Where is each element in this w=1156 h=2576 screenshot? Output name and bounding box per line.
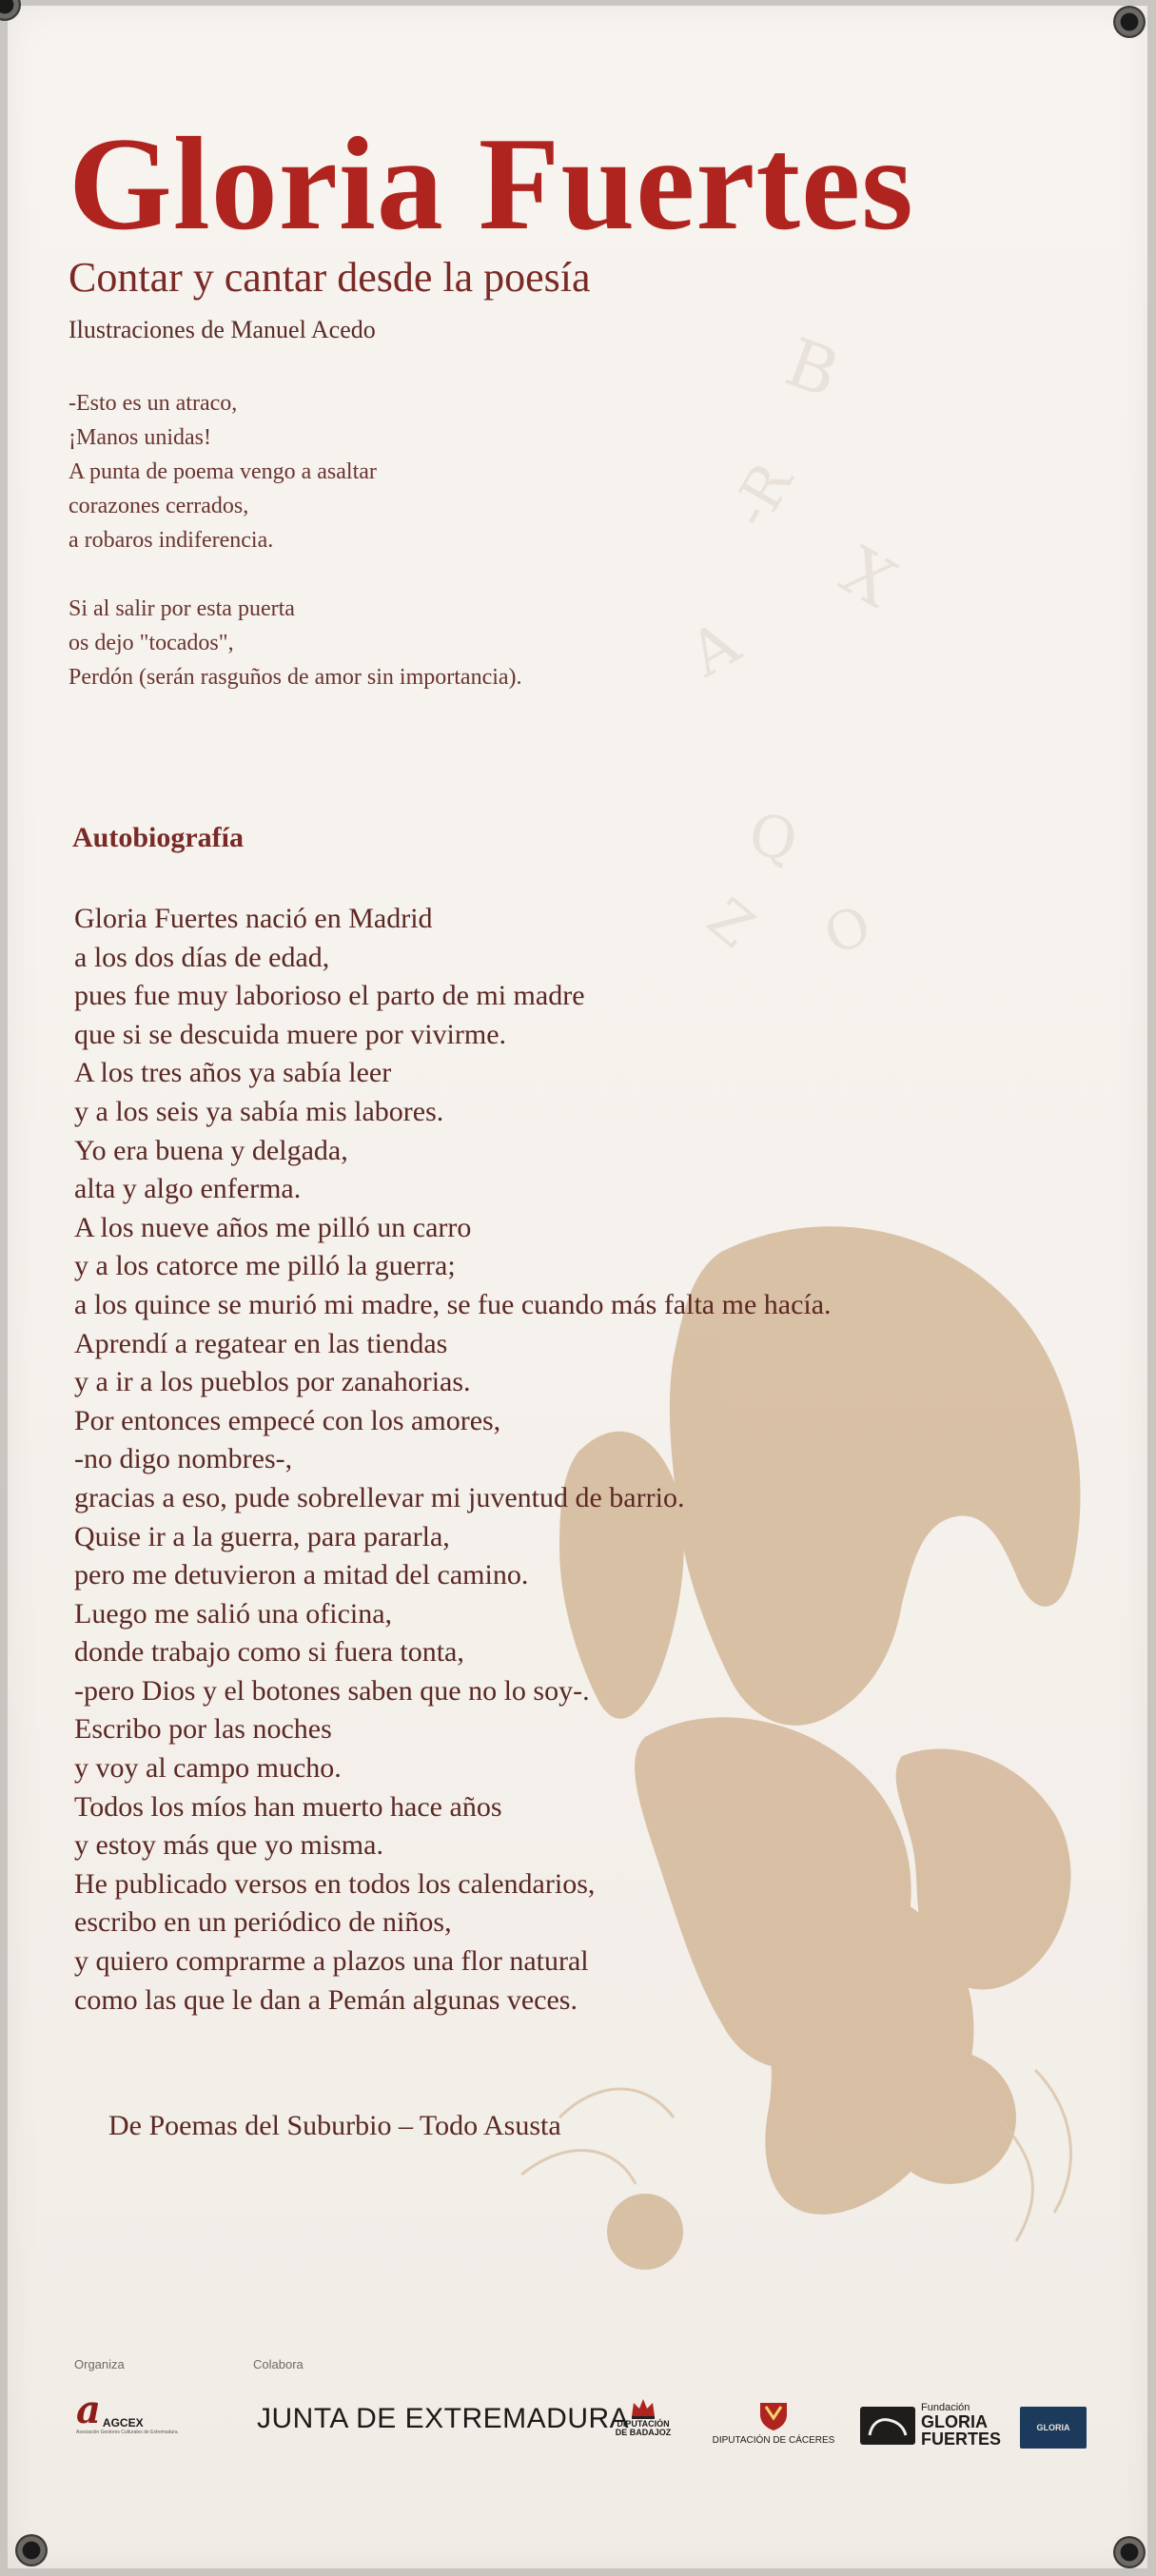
fundacion-gloria-fuertes-logo	[860, 2403, 1001, 2448]
decorative-letters: O	[816, 894, 879, 967]
poem-line: ¡Manos unidas!	[69, 425, 211, 450]
poem-line: Si al salir por esta puerta	[69, 596, 295, 621]
poem-line: A punta de poema vengo a asaltar	[69, 459, 377, 484]
fundacion-name-line2: FUERTES	[921, 2430, 1002, 2449]
decorative-letters: A	[677, 608, 752, 692]
poem-line: pero me detuvieron a mitad del camino.	[74, 1559, 529, 1591]
banner	[8, 6, 1147, 2568]
portrait-icon	[860, 2407, 915, 2445]
poem-line: a los dos días de edad,	[74, 941, 330, 973]
poem-line: como las que le dan a Pemán algunas veces.	[74, 1983, 578, 2016]
fundacion-emblem	[860, 2407, 915, 2445]
page-title: Gloria Fuertes	[69, 110, 914, 258]
poem-line: a robaros indiferencia.	[69, 528, 274, 553]
poem-line: que si se descuida muere por vivirme.	[74, 1018, 507, 1050]
grommet-icon	[1113, 6, 1146, 38]
section-heading: Autobiografía	[72, 822, 244, 853]
poem-line: Luego me salió una oficina,	[74, 1597, 393, 1630]
diputacion-badajoz-logo	[605, 2395, 681, 2437]
poem-line: -Esto es un atraco,	[69, 391, 238, 416]
poem-line: alta y algo enferma.	[74, 1173, 302, 1205]
organiza-label: Organiza	[74, 2357, 125, 2371]
agcex-logo	[76, 2388, 238, 2449]
crown-icon	[629, 2395, 657, 2420]
autobiography-poem	[74, 900, 832, 2020]
decorative-letters: X	[828, 532, 910, 623]
intro-poem	[69, 386, 522, 729]
poem-line: escribo en un periódico de niños,	[74, 1906, 452, 1939]
poem-line: Perdón (serán rasguños de amor sin importancia).	[69, 665, 522, 690]
poem-line: y voy al campo mucho.	[74, 1752, 342, 1785]
poem-line: -no digo nombres-,	[74, 1443, 293, 1475]
poem-line: -pero Dios y el botones saben que no lo soy-.	[74, 1674, 590, 1707]
poem-line: Escribo por las noches	[74, 1713, 332, 1746]
page-subtitle: Contar y cantar desde la poesía	[69, 254, 591, 301]
poem-line: pues fue muy laborioso el parto de mi madre	[74, 980, 585, 1012]
badajoz-logo-text: DIPUTACIÓN DE BADAJOZ	[615, 2419, 672, 2437]
poem-line: y quiero comprarme a plazos una flor natural	[74, 1945, 589, 1978]
poem-line: Todos los míos han muerto hace años	[74, 1790, 502, 1823]
poem-line: y a los seis ya sabía mis labores.	[74, 1095, 444, 1127]
poem-line: Por entonces empecé con los amores,	[74, 1404, 501, 1436]
poem-line: Aprendí a regatear en las tiendas	[74, 1327, 448, 1359]
poem-source: De Poemas del Suburbio – Todo Asusta	[108, 2110, 561, 2141]
decorative-letters: Q	[744, 801, 802, 875]
agcex-logo-subtext: Asociación Gestores Culturales de Extremadura	[76, 2430, 178, 2435]
caceres-logo-text: DIPUTACIÓN DE CÁCERES	[712, 2435, 835, 2446]
poem-line: A los nueve años me pilló un carro	[74, 1211, 472, 1243]
poem-line: os dejo "tocados",	[69, 631, 234, 655]
illustration-credit: Ilustraciones de Manuel Acedo	[69, 316, 376, 343]
poem-line: donde trabajo como si fuera tonta,	[74, 1636, 464, 1669]
poem-line: y a los catorce me pilló la guerra;	[74, 1250, 456, 1282]
shield-icon	[756, 2401, 791, 2431]
poem-line: He publicado versos en todos los calendarios,	[74, 1867, 596, 1900]
poem-line: corazones cerrados,	[69, 494, 249, 518]
grommet-icon	[15, 2534, 48, 2566]
decorative-letters: Z	[695, 885, 767, 961]
poem-line: gracias a eso, pude sobrellevar mi juventud de barrio.	[74, 1481, 685, 1513]
agcex-mark: a	[76, 2388, 101, 2432]
poem-line: a los quince se murió mi madre, se fue cuando más falta me hacía.	[74, 1288, 832, 1320]
agcex-logo-text: AGCEX	[102, 2416, 144, 2430]
poem-line: Quise ir a la guerra, para pararla,	[74, 1520, 450, 1552]
grommet-icon	[1113, 2536, 1146, 2568]
gloria-badge-logo	[1020, 2407, 1087, 2449]
diputacion-caceres-logo	[702, 2401, 845, 2446]
fundacion-small-text: Fundación	[921, 2402, 970, 2413]
poem-line: Yo era buena y delgada,	[74, 1134, 348, 1166]
junta-logo-text: JUNTA DE EXTREMADURA	[257, 2403, 630, 2434]
junta-extremadura-logo	[257, 2403, 629, 2435]
fundacion-name-line1: GLORIA	[921, 2412, 988, 2431]
poem-stanza	[69, 386, 522, 557]
poem-line: Gloria Fuertes nació en Madrid	[74, 903, 433, 934]
poem-line: A los tres años ya sabía leer	[74, 1057, 392, 1089]
poem-line: y a ir a los pueblos por zanahorias.	[74, 1366, 471, 1398]
poem-stanza	[69, 592, 522, 694]
gloria-badge-text: GLORIA	[1036, 2423, 1070, 2432]
poem-line: y estoy más que yo misma.	[74, 1829, 383, 1862]
decorative-letters: B	[775, 322, 849, 414]
colabora-label: Colabora	[253, 2357, 304, 2371]
decorative-letters: -R	[717, 452, 807, 539]
